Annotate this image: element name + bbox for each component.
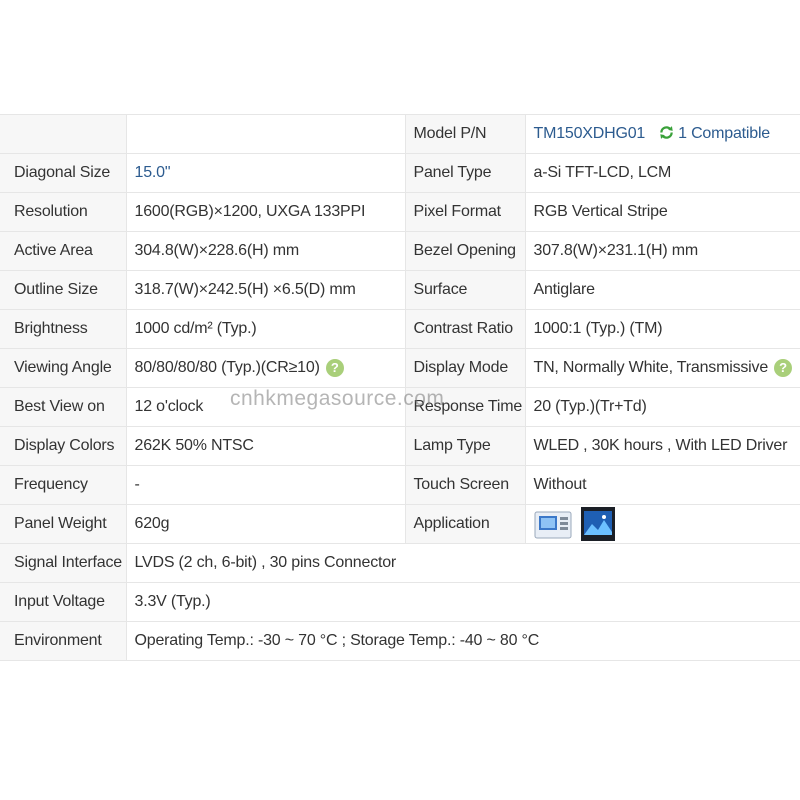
spec-value: 262K 50% NTSC bbox=[126, 427, 405, 466]
spec-label: Contrast Ratio bbox=[405, 310, 525, 349]
table-row bbox=[0, 505, 800, 544]
spec-label: Signal Interface bbox=[0, 544, 126, 583]
spec-label: Diagonal Size bbox=[0, 154, 126, 193]
spec-value: RGB Vertical Stripe bbox=[525, 193, 800, 232]
spec-label: Best View on bbox=[0, 388, 126, 427]
spec-value: Antiglare bbox=[525, 271, 800, 310]
table-row bbox=[0, 544, 800, 583]
spec-label: Response Time bbox=[405, 388, 525, 427]
spec-label: Application bbox=[405, 505, 525, 544]
spec-value: Operating Temp.: -30 ~ 70 °C ; Storage Temp.: -40 ~ 80 °C bbox=[126, 622, 800, 661]
empty-value-cell bbox=[126, 115, 405, 154]
spec-value: LVDS (2 ch, 6-bit) , 30 pins Connector bbox=[126, 544, 800, 583]
medical-device-icon[interactable] bbox=[534, 508, 572, 540]
spec-label: Surface bbox=[405, 271, 525, 310]
help-icon[interactable]: ? bbox=[774, 359, 792, 377]
spec-value: TN, Normally White, Transmissive bbox=[533, 359, 769, 376]
spec-value: 307.8(W)×231.1(H) mm bbox=[525, 232, 800, 271]
table-row bbox=[0, 349, 800, 388]
spec-label: Touch Screen bbox=[405, 466, 525, 505]
model-pn-link[interactable]: TM150XDHG01 bbox=[533, 125, 646, 142]
spec-value: - bbox=[126, 466, 405, 505]
spec-table bbox=[0, 114, 800, 661]
application-icons-cell bbox=[525, 505, 800, 544]
table-row bbox=[0, 271, 800, 310]
spec-label: Input Voltage bbox=[0, 583, 126, 622]
spec-value: 1000 cd/m² (Typ.) bbox=[126, 310, 405, 349]
spec-value: 304.8(W)×228.6(H) mm bbox=[126, 232, 405, 271]
spec-label: Bezel Opening bbox=[405, 232, 525, 271]
refresh-icon bbox=[659, 125, 674, 140]
compatible-link[interactable] bbox=[659, 125, 770, 142]
spec-value: 1000:1 (Typ.) (TM) bbox=[525, 310, 800, 349]
spec-value: WLED , 30K hours , With LED Driver bbox=[525, 427, 800, 466]
spec-value-cell bbox=[525, 349, 800, 388]
table-row bbox=[0, 388, 800, 427]
spec-value: 20 (Typ.)(Tr+Td) bbox=[525, 388, 800, 427]
table-row bbox=[0, 583, 800, 622]
spec-value: 80/80/80/80 (Typ.)(CR≥10) bbox=[134, 359, 320, 376]
table-row bbox=[0, 154, 800, 193]
spec-value: 1600(RGB)×1200, UXGA 133PPI bbox=[126, 193, 405, 232]
table-row bbox=[0, 193, 800, 232]
model-pn-label: Model P/N bbox=[405, 115, 525, 154]
spec-value: 3.3V (Typ.) bbox=[126, 583, 800, 622]
table-row bbox=[0, 427, 800, 466]
spec-label: Active Area bbox=[0, 232, 126, 271]
watermark: cnhkmegasource.com bbox=[230, 387, 445, 410]
spec-label: Panel Weight bbox=[0, 505, 126, 544]
spec-value: 15.0" bbox=[126, 154, 405, 193]
spec-value: 620g bbox=[126, 505, 405, 544]
spec-label: Resolution bbox=[0, 193, 126, 232]
table-row-model bbox=[0, 115, 800, 154]
spec-label: Display Colors bbox=[0, 427, 126, 466]
spec-value: 12 o'clock bbox=[126, 388, 405, 427]
spec-label: Frequency bbox=[0, 466, 126, 505]
spec-value: Without bbox=[525, 466, 800, 505]
table-row bbox=[0, 622, 800, 661]
spec-value: 318.7(W)×242.5(H) ×6.5(D) mm bbox=[126, 271, 405, 310]
spec-label: Outline Size bbox=[0, 271, 126, 310]
spec-label: Environment bbox=[0, 622, 126, 661]
spec-label: Lamp Type bbox=[405, 427, 525, 466]
spec-label: Panel Type bbox=[405, 154, 525, 193]
table-row bbox=[0, 232, 800, 271]
compatible-text: 1 Compatible bbox=[678, 125, 770, 142]
table-row bbox=[0, 466, 800, 505]
model-pn-cell bbox=[525, 115, 800, 154]
spec-label: Viewing Angle bbox=[0, 349, 126, 388]
industrial-monitor-icon[interactable] bbox=[580, 506, 616, 542]
spec-label: Pixel Format bbox=[405, 193, 525, 232]
spec-value: a-Si TFT-LCD, LCM bbox=[525, 154, 800, 193]
spec-value-cell bbox=[126, 349, 405, 388]
help-icon[interactable]: ? bbox=[326, 359, 344, 377]
table-row bbox=[0, 310, 800, 349]
spec-label: Brightness bbox=[0, 310, 126, 349]
spec-label: Display Mode bbox=[405, 349, 525, 388]
empty-label-cell bbox=[0, 115, 126, 154]
